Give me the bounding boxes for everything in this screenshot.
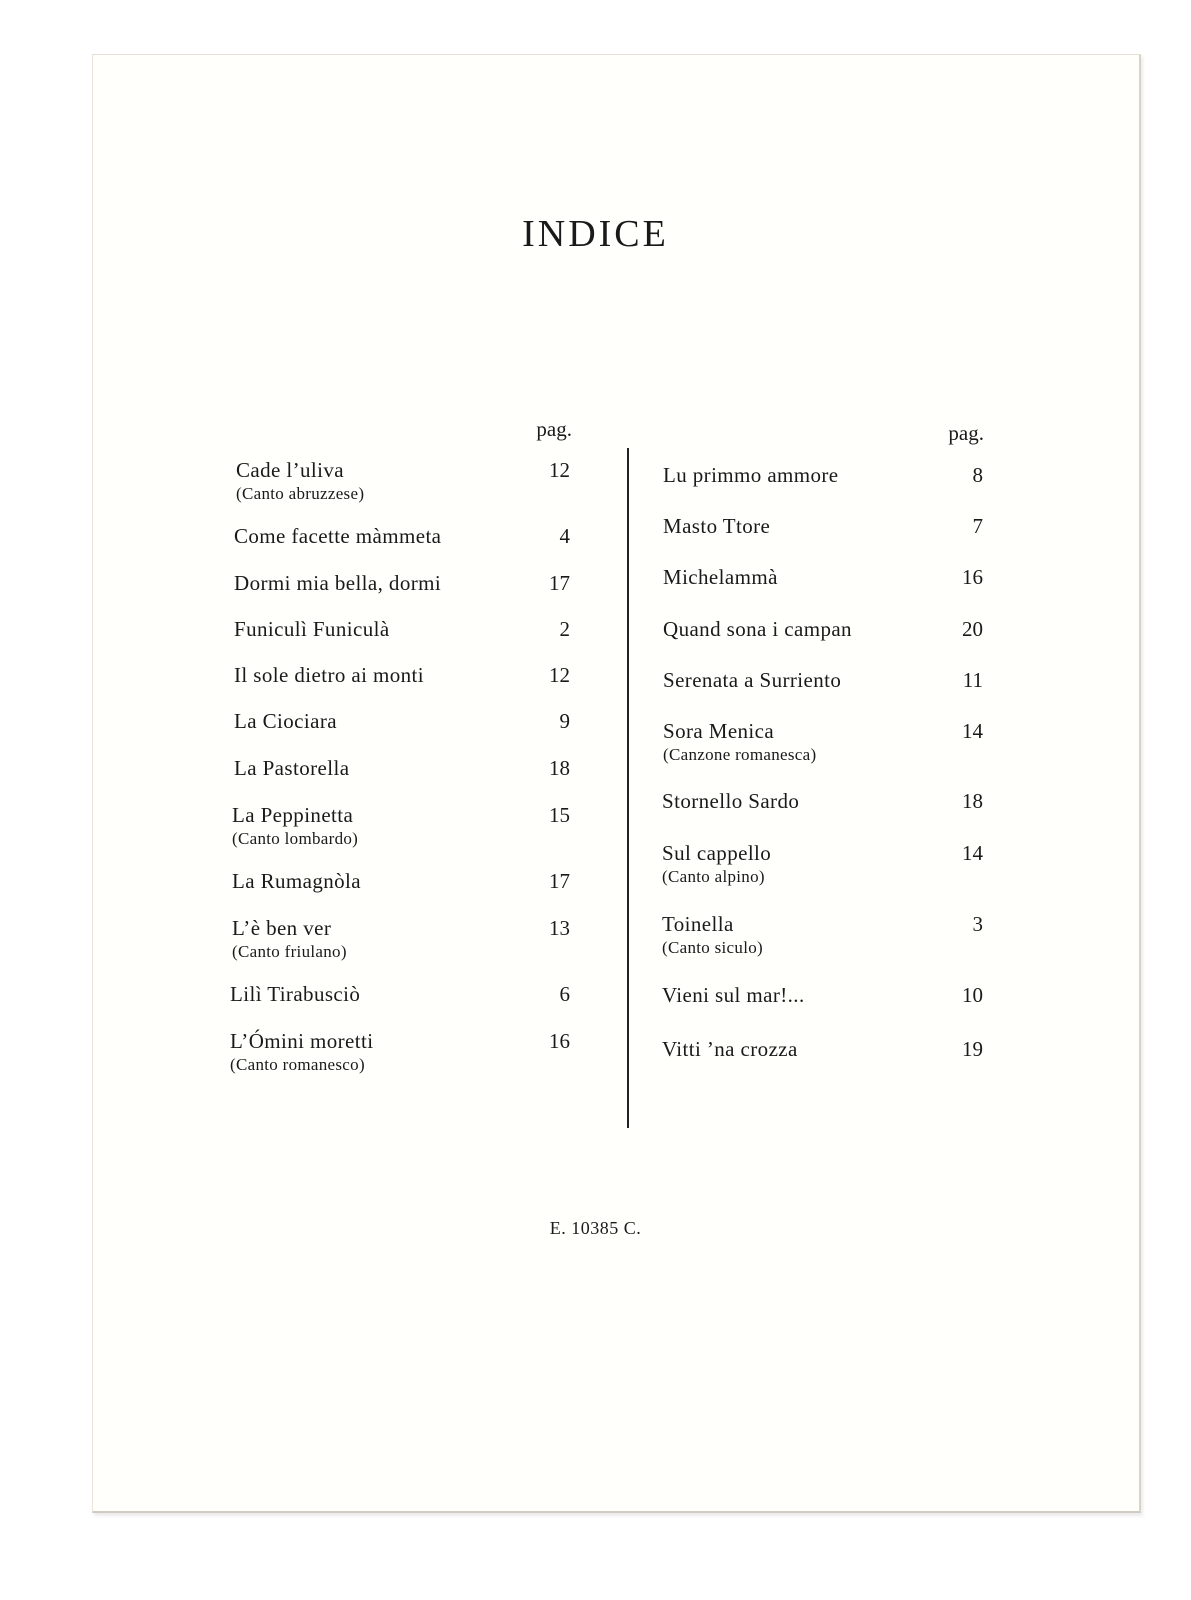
column-divider xyxy=(627,448,629,1128)
entry-page-number: 10 xyxy=(962,983,983,1007)
entry-subtitle: (Canto siculo) xyxy=(662,938,763,957)
index-entry xyxy=(662,1037,983,1097)
entry-page-number: 11 xyxy=(962,668,983,692)
entry-title: Vitti ’na crozza xyxy=(662,1037,798,1061)
entry-title: La Peppinetta xyxy=(232,803,354,827)
index-entry xyxy=(232,803,570,863)
entry-subtitle: (Canto romanesco) xyxy=(230,1055,365,1074)
index-entry xyxy=(663,565,983,625)
entry-title: Vieni sul mar!... xyxy=(662,983,805,1007)
entry-title: L’è ben ver xyxy=(232,916,332,940)
entry-page-number: 7 xyxy=(972,514,983,538)
entry-page-number: 4 xyxy=(559,524,570,548)
entry-page-number: 8 xyxy=(972,463,983,487)
entry-page-number: 19 xyxy=(962,1037,983,1061)
entry-title: Funiculì Funiculà xyxy=(234,617,390,641)
index-entry xyxy=(232,916,570,976)
entry-title: Il sole dietro ai monti xyxy=(234,663,424,687)
entry-title: Toinella xyxy=(662,912,734,936)
entry-page-number: 14 xyxy=(962,841,983,865)
index-entry xyxy=(230,1029,570,1089)
index-entry xyxy=(662,841,983,901)
entry-title: Sora Menica xyxy=(663,719,775,743)
entry-subtitle: (Canto friulano) xyxy=(232,942,347,961)
entry-page-number: 18 xyxy=(549,756,570,780)
entry-title: Lu primmo ammore xyxy=(663,463,839,487)
right-pag-label: pag. xyxy=(948,421,984,445)
entry-page-number: 6 xyxy=(559,982,570,1006)
entry-page-number: 2 xyxy=(559,617,570,641)
entry-page-number: 15 xyxy=(549,803,570,827)
entry-title: La Pastorella xyxy=(234,756,350,780)
entry-page-number: 20 xyxy=(962,617,983,641)
index-title: INDICE xyxy=(522,213,669,255)
entry-page-number: 16 xyxy=(549,1029,570,1053)
entry-page-number: 18 xyxy=(962,789,983,813)
entry-title: Quand sona i campan xyxy=(663,617,852,641)
index-entry xyxy=(236,458,570,518)
entry-page-number: 12 xyxy=(549,458,570,482)
entry-page-number: 17 xyxy=(549,869,570,893)
entry-page-number: 12 xyxy=(549,663,570,687)
entry-page-number: 17 xyxy=(549,571,570,595)
entry-subtitle: (Canto abruzzese) xyxy=(236,484,365,503)
entry-title: Sul cappello xyxy=(662,841,772,865)
entry-title: Stornello Sardo xyxy=(662,789,800,813)
entry-title: Serenata a Surriento xyxy=(663,668,842,692)
entry-page-number: 14 xyxy=(962,719,983,743)
index-entry xyxy=(662,789,983,849)
index-entry xyxy=(662,983,983,1043)
left-pag-label: pag. xyxy=(536,417,572,441)
entry-subtitle: (Canzone romanesca) xyxy=(663,745,817,764)
entry-page-number: 13 xyxy=(549,916,570,940)
entry-title: Lilì Tirabusciò xyxy=(230,982,361,1006)
entry-title: La Ciociara xyxy=(234,709,337,733)
entry-page-number: 9 xyxy=(559,709,570,733)
entry-page-number: 3 xyxy=(972,912,983,936)
entry-title: La Rumagnòla xyxy=(232,869,362,893)
entry-page-number: 16 xyxy=(962,565,983,589)
entry-title: Michelammà xyxy=(663,565,778,589)
entry-title: L’Ómini moretti xyxy=(230,1029,374,1053)
index-entry xyxy=(663,719,983,779)
edition-code: E. 10385 C. xyxy=(549,1218,642,1238)
entry-title: Cade l’uliva xyxy=(236,458,345,482)
entry-title: Dormi mia bella, dormi xyxy=(234,571,442,595)
index-entry xyxy=(662,912,983,972)
entry-title: Come facette màmmeta xyxy=(234,524,442,548)
entry-subtitle: (Canto lombardo) xyxy=(232,829,359,848)
entry-title: Masto Ttore xyxy=(663,514,771,538)
entry-subtitle: (Canto alpino) xyxy=(662,867,765,886)
